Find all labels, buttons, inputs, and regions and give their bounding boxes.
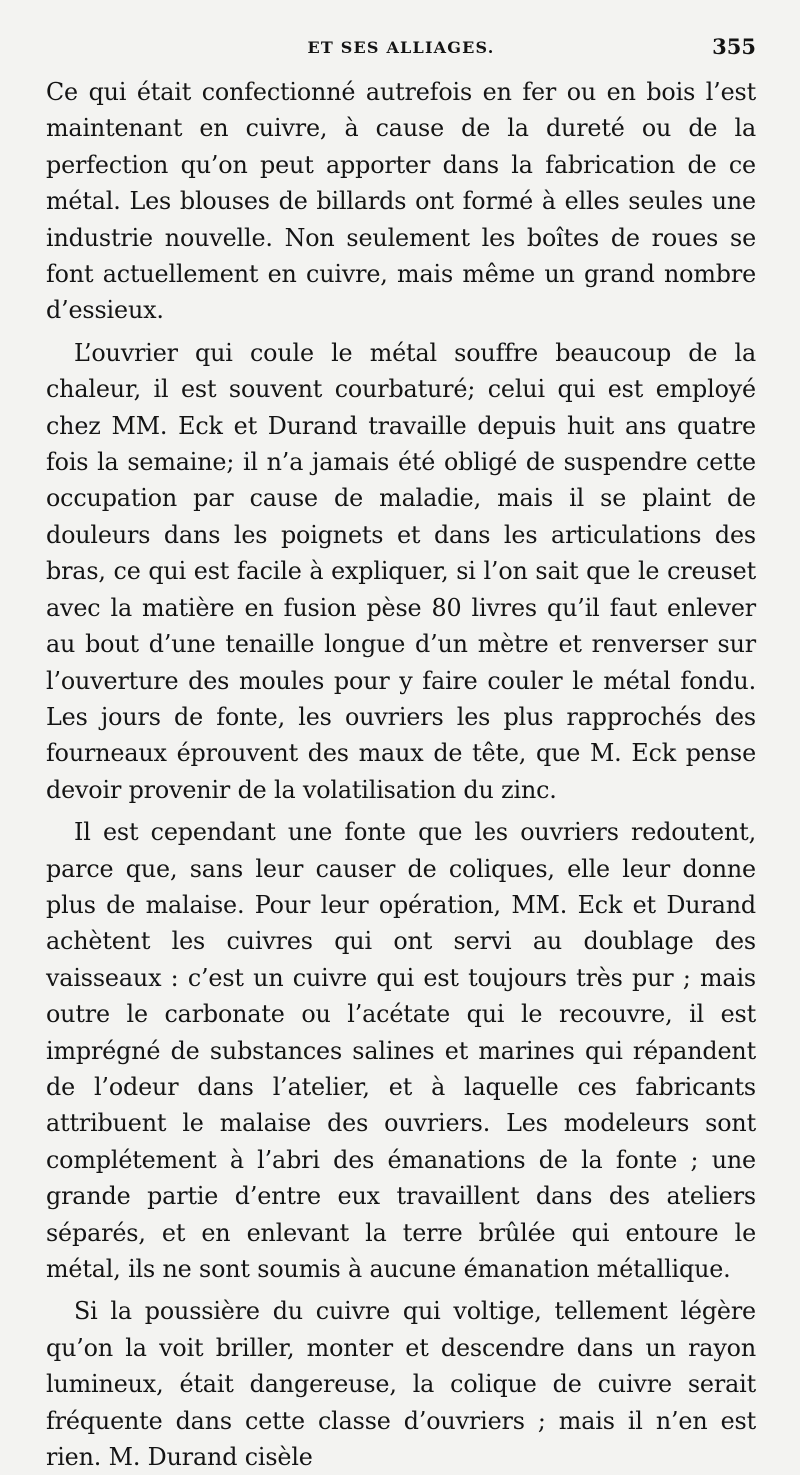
paragraph-1: Ce qui était confectionné autrefois en fer ou en bois l’est maintenant en cuivre, à cause de la dureté ou de la perfection qu’on peut apporter dans la fabrication de ce métal. Les blouses de billards ont formé à elles seules une industrie nouvelle. Non seulement les boîtes de roues se font actuellement en cuivre, mais même un grand nombre d’essieux. (46, 78, 756, 325)
body-text (46, 74, 756, 1475)
running-title: ET SES ALLIAGES. (307, 38, 495, 57)
paragraph-4: Si la poussière du cuivre qui voltige, tellement légère qu’on la voit briller, monter et descendre dans un rayon lumineux, était dangereuse, la colique de cuivre serait fréquente dans cette classe d’ouvriers ; mais il n’en est rien. M. Durand cisèle (46, 1297, 756, 1472)
page-number: 355 (712, 34, 756, 59)
paragraph-2: L’ouvrier qui coule le métal souffre beaucoup de la chaleur, il est souvent courbaturé; celui qui est employé chez MM. Eck et Durand travaille depuis huit ans quatre fois la semaine; il n’a jamais été obligé de suspendre cette occupation par cause de maladie, mais il se plaint de douleurs dans les poignets et dans les articulations des bras, ce qui est facile à expliquer, si l’on sait que le creuset avec la matière en fusion pèse 80 livres qu’il faut enlever au bout d’une tenaille longue d’un mètre et renverser sur l’ouverture des moules pour y faire couler le métal fondu. Les jours de fonte, les ouvriers les plus rapprochés des fourneaux éprouvent des maux de tête, que M. Eck pense devoir provenir de la volatilisation du zinc. (46, 338, 756, 804)
paragraph-3: Il est cependant une fonte que les ouvriers redoutent, parce que, sans leur causer de coliques, elle leur donne plus de malaise. Pour leur opération, MM. Eck et Durand achètent les cuivres qui ont servi au doublage des vaisseaux : c’est un cuivre qui est toujours très pur ; mais outre le carbonate ou l’acétate qui le recouvre, il est imprégné de substances salines et marines qui répandent de l’odeur dans l’atelier, et à laquelle ces fabricants attribuent le malaise des ouvriers. Les modeleurs sont complétement à l’abri des émanations de la fonte ; une grande partie d’entre eux travaillent dans des ateliers séparés, et en enlevant la terre brûlée qui entoure le métal, ils ne sont soumis à aucune émanation métallique. (46, 818, 756, 1283)
page-header (46, 30, 756, 74)
